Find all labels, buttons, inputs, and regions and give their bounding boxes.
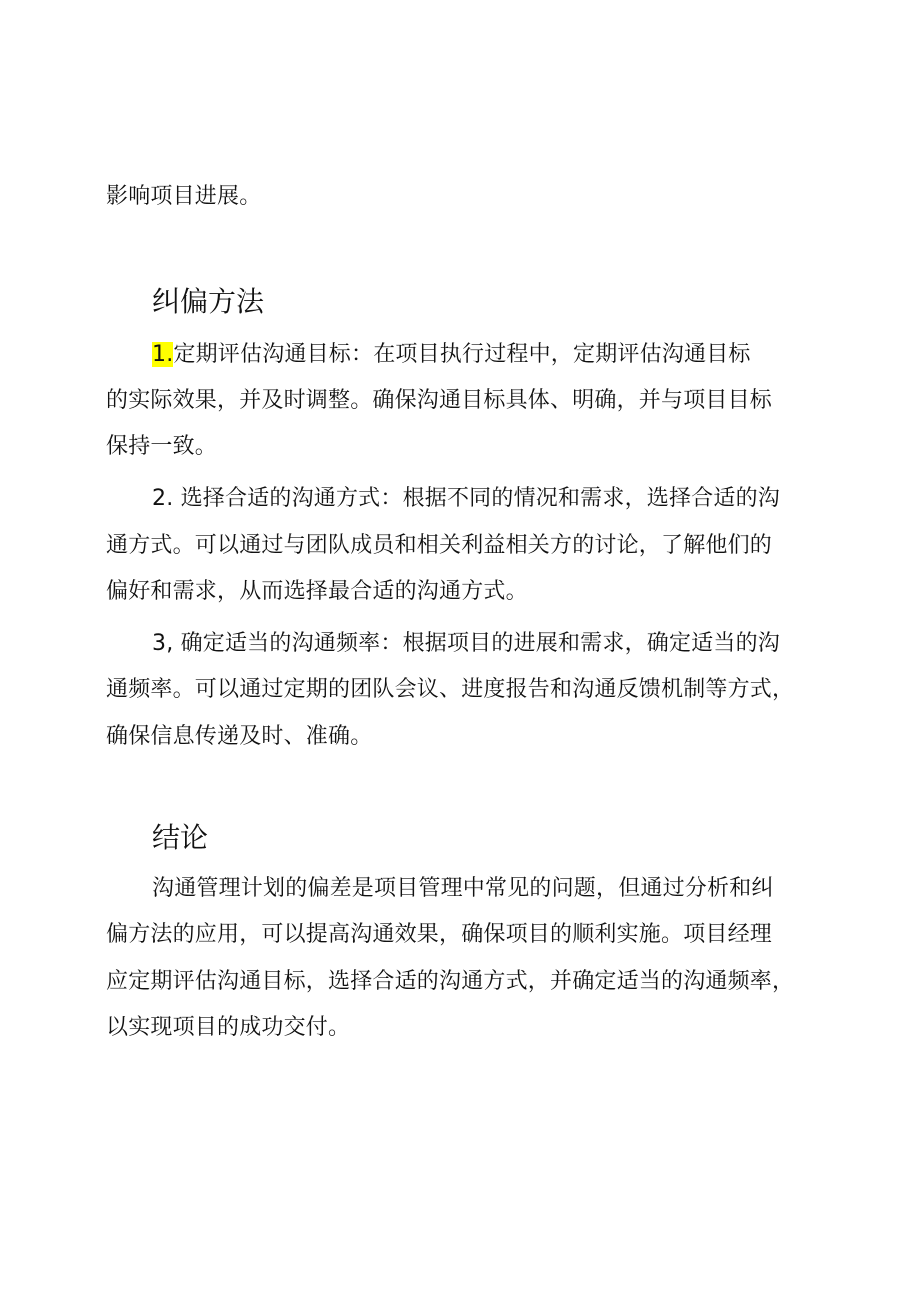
item3-line2: 通频率。可以通过定期的团队会议、进度报告和沟通反馈机制等方式， bbox=[106, 677, 795, 702]
item2-line3: 偏好和需求，从而选择最合适的沟通方式。 bbox=[106, 579, 528, 604]
item1-number-highlight: 1. bbox=[152, 342, 174, 367]
conclusion-line1: 沟通管理计划的偏差是项目管理中常见的问题，但通过分析和纠 bbox=[152, 876, 774, 901]
item3-line3: 确保信息传递及时、准确。 bbox=[106, 724, 373, 749]
conclusion-line2: 偏方法的应用，可以提高沟通效果，确保项目的顺利实施。项目经理 bbox=[106, 922, 773, 947]
item2-line2: 通方式。可以通过与团队成员和相关利益相关方的讨论，了解他们的 bbox=[106, 533, 773, 558]
section-heading-conclusion: 结论 bbox=[152, 821, 209, 854]
item1-line1-container bbox=[152, 340, 751, 370]
item1-line3: 保持一致。 bbox=[106, 434, 218, 459]
continuation-text: 影响项目进展。 bbox=[106, 184, 262, 209]
item3-line1: 3, 确定适当的沟通频率：根据项目的进展和需求，确定适当的沟 bbox=[152, 631, 780, 656]
item1-line1: 定期评估沟通目标：在项目执行过程中，定期评估沟通目标 bbox=[173, 342, 751, 367]
item1-line2: 的实际效果，并及时调整。确保沟通目标具体、明确，并与项目目标 bbox=[106, 388, 773, 413]
conclusion-line3: 应定期评估沟通目标，选择合适的沟通方式，并确定适当的沟通频率， bbox=[106, 969, 795, 994]
conclusion-line4: 以实现项目的成功交付。 bbox=[106, 1015, 351, 1040]
item2-line1: 2. 选择合适的沟通方式：根据不同的情况和需求，选择合适的沟 bbox=[152, 486, 780, 511]
section-heading-correction: 纠偏方法 bbox=[152, 285, 265, 318]
